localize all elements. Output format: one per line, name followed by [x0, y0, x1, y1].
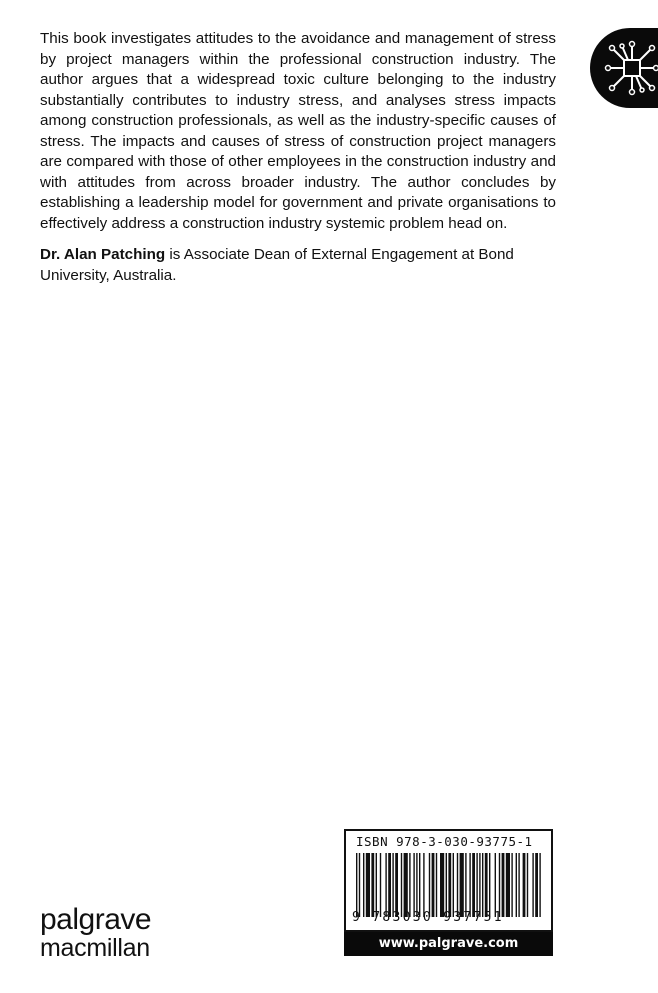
isbn-barcode — [344, 829, 553, 932]
author-bio — [40, 245, 556, 286]
barcode-bars — [356, 853, 542, 917]
network-node-icon — [604, 40, 658, 96]
author-bio-text: is Associate Dean of External Engagement at Bond University, Australia. — [40, 246, 514, 284]
publisher-logo-line2: macmillan — [40, 934, 150, 962]
back-cover-blurb: This book investigates attitudes to the avoidance and management of stress by project managers within the professional construction industry. The author argues that a widespread toxic culture belonging to the industry substantially contributes to industry stress, and analyses stress impacts among construction professionals, as well as the industry-specific causes of stress. The impacts and causes of stress of construction project managers are compared with those of other employees in the construction industry and with attitudes from across broader industry. The author concludes by establishing a leadership model for government and private organisations to effectively address a construction industry systemic problem head on. — [40, 30, 556, 232]
publisher-url: www.palgrave.com — [344, 932, 553, 956]
isbn-label: ISBN 978-3-030-93775-1 — [356, 834, 533, 849]
barcode-digits: 9 783030 937751 — [352, 910, 504, 925]
publisher-logo-line1: palgrave — [40, 903, 152, 936]
series-tab — [590, 28, 658, 108]
author-name: Dr. Alan Patching — [40, 246, 166, 263]
publisher-logo — [40, 905, 151, 961]
